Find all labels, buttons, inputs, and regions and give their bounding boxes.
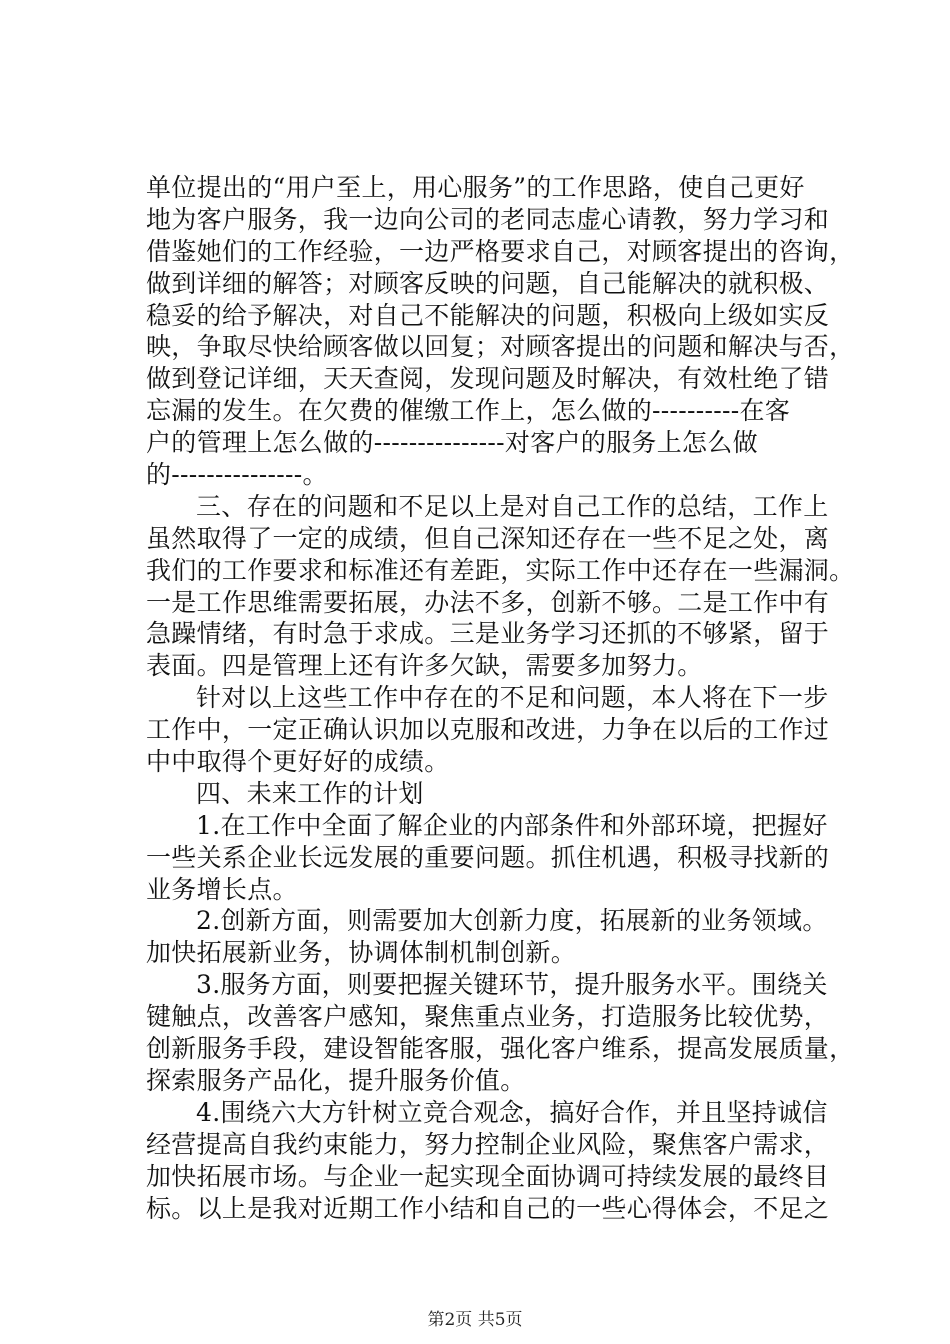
text-line: 3.服务方面，则要把握关键环节，提升服务水平。围绕关 bbox=[196, 970, 828, 1000]
text-line: 工作中，一定正确认识加以克服和改进，力争在以后的工作过 bbox=[146, 715, 830, 745]
text-line: 稳妥的给予解决，对自己不能解决的问题，积极向上级如实反 bbox=[146, 300, 830, 330]
text-line: 忘漏的发生。在欠费的催缴工作上，怎么做的----------在客 bbox=[146, 396, 791, 426]
text-line: 借鉴她们的工作经验，一边严格要求自己，对顾客提出的咨询， bbox=[146, 236, 855, 266]
text-line: 映，争取尽快给顾客做以回复；对顾客提出的问题和解决与否， bbox=[146, 332, 855, 362]
text-line: 探索服务产品化，提升服务价值。 bbox=[146, 1065, 526, 1095]
text-line: 4.围绕六大方针树立竞合观念，搞好合作，并且坚持诚信 bbox=[196, 1097, 828, 1127]
text-line: 单位提出的“用户至上，用心服务”的工作思路，使自己更好 bbox=[146, 173, 805, 202]
text-line: 加快拓展市场。与企业一起实现全面协调可持续发展的最终目 bbox=[146, 1161, 830, 1191]
text-line: 虽然取得了一定的成绩，但自己深知还存在一些不足之处，离 bbox=[146, 523, 830, 553]
text-line: 标。以上是我对近期工作小结和自己的一些心得体会，不足之 bbox=[146, 1193, 830, 1223]
text-line: 业务增长点。 bbox=[146, 874, 298, 904]
text-line: 三、存在的问题和不足以上是对自己工作的总结，工作上 bbox=[196, 491, 829, 521]
text-line: 键触点，改善客户感知，聚焦重点业务，打造服务比较优势， bbox=[146, 1002, 830, 1032]
page-number-footer: 第2页 共5页 bbox=[427, 1310, 523, 1330]
text-line: 一是工作思维需要拓展，办法不多，创新不够。二是工作中有 bbox=[146, 587, 830, 617]
text-line: 经营提高自我约束能力，努力控制企业风险，聚焦客户需求， bbox=[146, 1129, 830, 1159]
text-line: 中中取得个更好好的成绩。 bbox=[146, 747, 450, 777]
text-line: 2.创新方面，则需要加大创新力度，拓展新的业务领域。 bbox=[196, 906, 828, 936]
text-line: 做到详细的解答；对顾客反映的问题，自己能解决的就积极、 bbox=[146, 268, 830, 298]
text-line: 的---------------。 bbox=[146, 460, 328, 490]
text-line: 户的管理上怎么做的---------------对客户的服务上怎么做 bbox=[146, 428, 758, 458]
text-line: 四、未来工作的计划 bbox=[196, 778, 424, 808]
text-line: 表面。四是管理上还有许多欠缺，需要多加努力。 bbox=[146, 651, 703, 681]
text-line: 针对以上这些工作中存在的不足和问题，本人将在下一步 bbox=[196, 683, 829, 713]
text-line: 做到登记详细，天天查阅，发现问题及时解决，有效杜绝了错 bbox=[146, 364, 830, 394]
text-line: 创新服务手段，建设智能客服，强化客户维系，提高发展质量， bbox=[146, 1034, 855, 1064]
text-line: 1.在工作中全面了解企业的内部条件和外部环境，把握好 bbox=[196, 810, 828, 840]
text-line: 加快拓展新业务，协调体制机制创新。 bbox=[146, 938, 577, 968]
text-line: 地为客户服务，我一边向公司的老同志虚心请教，努力学习和 bbox=[146, 204, 830, 234]
text-line: 一些关系企业长远发展的重要问题。抓住机遇，积极寻找新的 bbox=[146, 842, 830, 872]
document-body bbox=[146, 172, 855, 1224]
text-line: 我们的工作要求和标准还有差距，实际工作中还存在一些漏洞。 bbox=[146, 555, 855, 585]
text-line: 急躁情绪，有时急于求成。三是业务学习还抓的不够紧，留于 bbox=[146, 619, 830, 649]
